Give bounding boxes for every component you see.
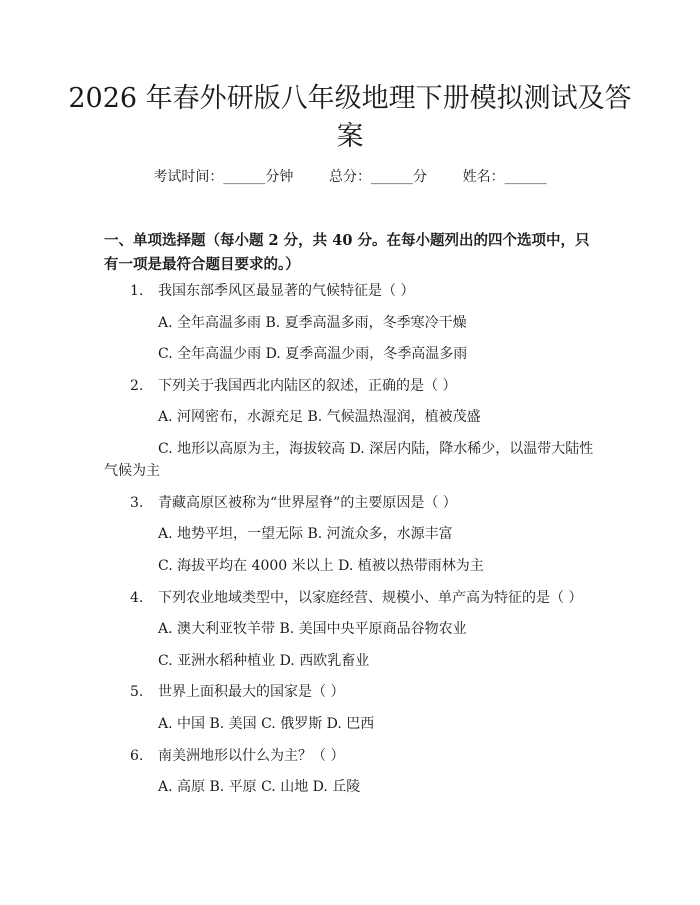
question-stem: 下列农业地域类型中，以家庭经营、规模小、单产高为特征的是（ ）	[158, 590, 583, 606]
student-name-field: 姓名：______	[462, 169, 547, 185]
question-number: 3.	[130, 495, 144, 511]
question-6-options: A. 高原 B. 平原 C. 山地 D. 丘陵	[158, 779, 361, 795]
question-3-options-a-b: A. 地势平坦，一望无际 B. 河流众多，水源丰富	[158, 526, 453, 542]
section-heading: 一、单项选择题（每小题 2 分，共 40 分。在每小题列出的四个选项中，只有一项是最符合题目要求的。）	[104, 232, 590, 273]
exam-time-field: 考试时间：______分钟	[153, 169, 294, 185]
question-1-options-c-d: C. 全年高温少雨 D. 夏季高温少雨，冬季高温多雨	[158, 346, 468, 362]
question-number: 2.	[130, 378, 144, 394]
question-stem: 下列关于我国西北内陆区的叙述，正确的是（ ）	[158, 378, 457, 394]
exam-info-line	[0, 166, 700, 188]
question-2-options-c-d: C. 地形以高原为主，海拔较高 D. 深居内陆，降水稀少，以温带大陆性气候为主	[104, 441, 594, 479]
question-number: 5.	[130, 684, 144, 700]
question-1-options-a-b: A. 全年高温多雨 B. 夏季高温多雨，冬季寒冷干燥	[158, 315, 467, 331]
total-score-field: 总分：______分	[329, 169, 427, 185]
question-4-options-c-d: C. 亚洲水稻种植业 D. 西欧乳畜业	[158, 653, 370, 669]
question-4-options-a-b: A. 澳大利亚牧羊带 B. 美国中央平原商品谷物农业	[158, 621, 467, 637]
question-2-options-a-b: A. 河网密布，水源充足 B. 气候温热湿润，植被茂盛	[158, 409, 481, 425]
question-stem: 我国东部季风区最显著的气候特征是（ ）	[158, 283, 415, 299]
question-3-options-c-d: C. 海拔平均在 4000 米以上 D. 植被以热带雨林为主	[158, 558, 484, 574]
document-title: 2026 年春外研版八年级地理下册模拟测试及答案	[68, 83, 632, 152]
question-stem: 南美洲地形以什么为主？（ ）	[158, 748, 345, 764]
question-number: 6.	[130, 748, 144, 764]
question-number: 4.	[130, 590, 144, 606]
question-stem: 世界上面积最大的国家是（ ）	[158, 684, 345, 700]
question-5-options: A. 中国 B. 美国 C. 俄罗斯 D. 巴西	[158, 716, 375, 732]
question-stem: 青藏高原区被称为“世界屋脊”的主要原因是（ ）	[158, 495, 457, 511]
question-number: 1.	[130, 283, 144, 299]
